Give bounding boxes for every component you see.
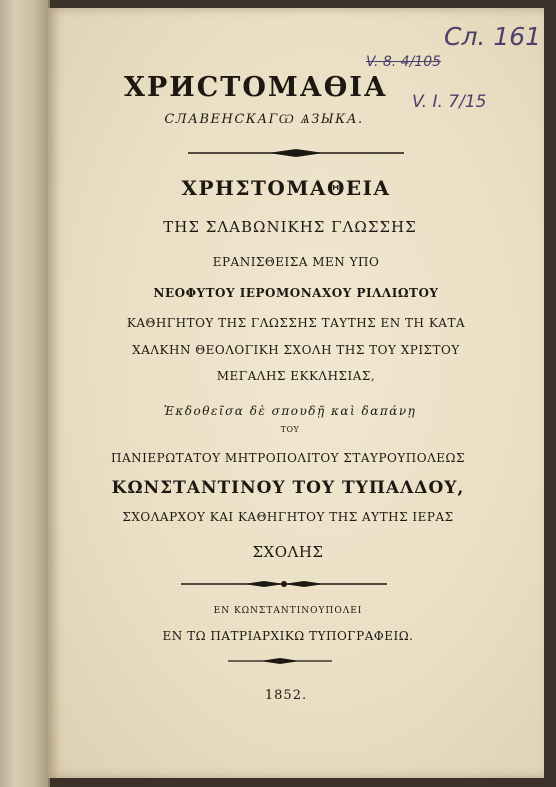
compiler-name: ΝΕΟΦΥΤΟΥ ΙΕΡΟΜΟΝΑΧΟΥ ΡΙΛΛΙΩΤΟΥ	[153, 286, 439, 300]
compiler-line-3: ΚΑΘΗΓΗΤΟΥ ΤΗΣ ΓΛΩΣΣΗΣ ΤΑΥΤΗΣ ΕΝ ΤΗ ΚΑΤΑ	[126, 316, 466, 330]
compiler-line-4: ΧΑΛΚΗΝ ΘΕΟΛΟΓΙΚΗ ΣΧΟΛΗ ΤΗΣ ΤΟΥ ΧΡΙΣΤΟΥ	[132, 343, 460, 357]
book-spine	[0, 0, 50, 787]
ornament-rule-middle	[48, 579, 544, 589]
publisher-name: ΚΩΝΣΤΑΝΤΙΝΟΥ ΤΟΥ ΤΥΠΑΛΔΟΥ,	[111, 478, 465, 498]
imprint-place: ΕΝ ΚΩΝΣΤΑΝΤΙΝΟΥΠΟΛΕΙ	[213, 606, 363, 616]
slavonic-subtitle: СЛАВЕНСКАГѠ ѦЗЫКА.	[164, 112, 364, 127]
shelfmark-annotation: V. I. 7/15	[412, 92, 487, 112]
crossed-shelfmark-annotation: V. 8. 4/105	[366, 54, 442, 70]
publication-year: 1852.	[264, 688, 308, 703]
publisher-line-6: ΣΧΟΛΗΣ	[252, 543, 324, 561]
publisher-line-3: ΠΑΝΙΕΡΩΤΑΤΟΥ ΜΗΤΡΟΠΟΛΙΤΟΥ ΣΤΑΥΡΟΥΠΟΛΕΩΣ	[111, 451, 465, 465]
subtitle: ΤΗΣ ΣΛΑΒΩΝΙΚΗΣ ΓΛΩΣΣΗΣ	[163, 218, 417, 236]
ornament-rule-top	[48, 148, 544, 158]
ornament-rule-bottom	[48, 656, 544, 666]
title-page	[48, 8, 544, 778]
call-number-annotation: Сл. 161	[444, 22, 542, 51]
publisher-line-1: Ἐκδοθεῖσα δὲ σπουδῇ καὶ δαπάνῃ	[163, 404, 417, 418]
publisher-line-2: ΤΟΥ	[280, 425, 300, 434]
compiler-line-1: ΕΡΑΝΙΣΘΕΙΣΑ ΜΕΝ ΥΠΟ	[212, 255, 380, 269]
publisher-line-5: ΣΧΟΛΑΡΧΟΥ ΚΑΙ ΚΑΘΗΓΗΤΟΥ ΤΗΣ ΑΥΤΗΣ ΙΕΡΑΣ	[122, 510, 454, 524]
compiler-line-5: ΜΕΓΑΛΗΣ ΕΚΚΛΗΣΙΑΣ,	[216, 369, 376, 383]
imprint-press: ΕΝ ΤΩ ΠΑΤΡΙΑΡΧΙΚΩ ΤΥΠΟΓΡΑΦΕΙΩ.	[162, 629, 414, 643]
main-title: ΧΡΗΣΤΟΜΑΘΕΙΑ	[181, 176, 391, 200]
slavonic-title: ХРИСТОМАѲІА	[124, 72, 388, 103]
